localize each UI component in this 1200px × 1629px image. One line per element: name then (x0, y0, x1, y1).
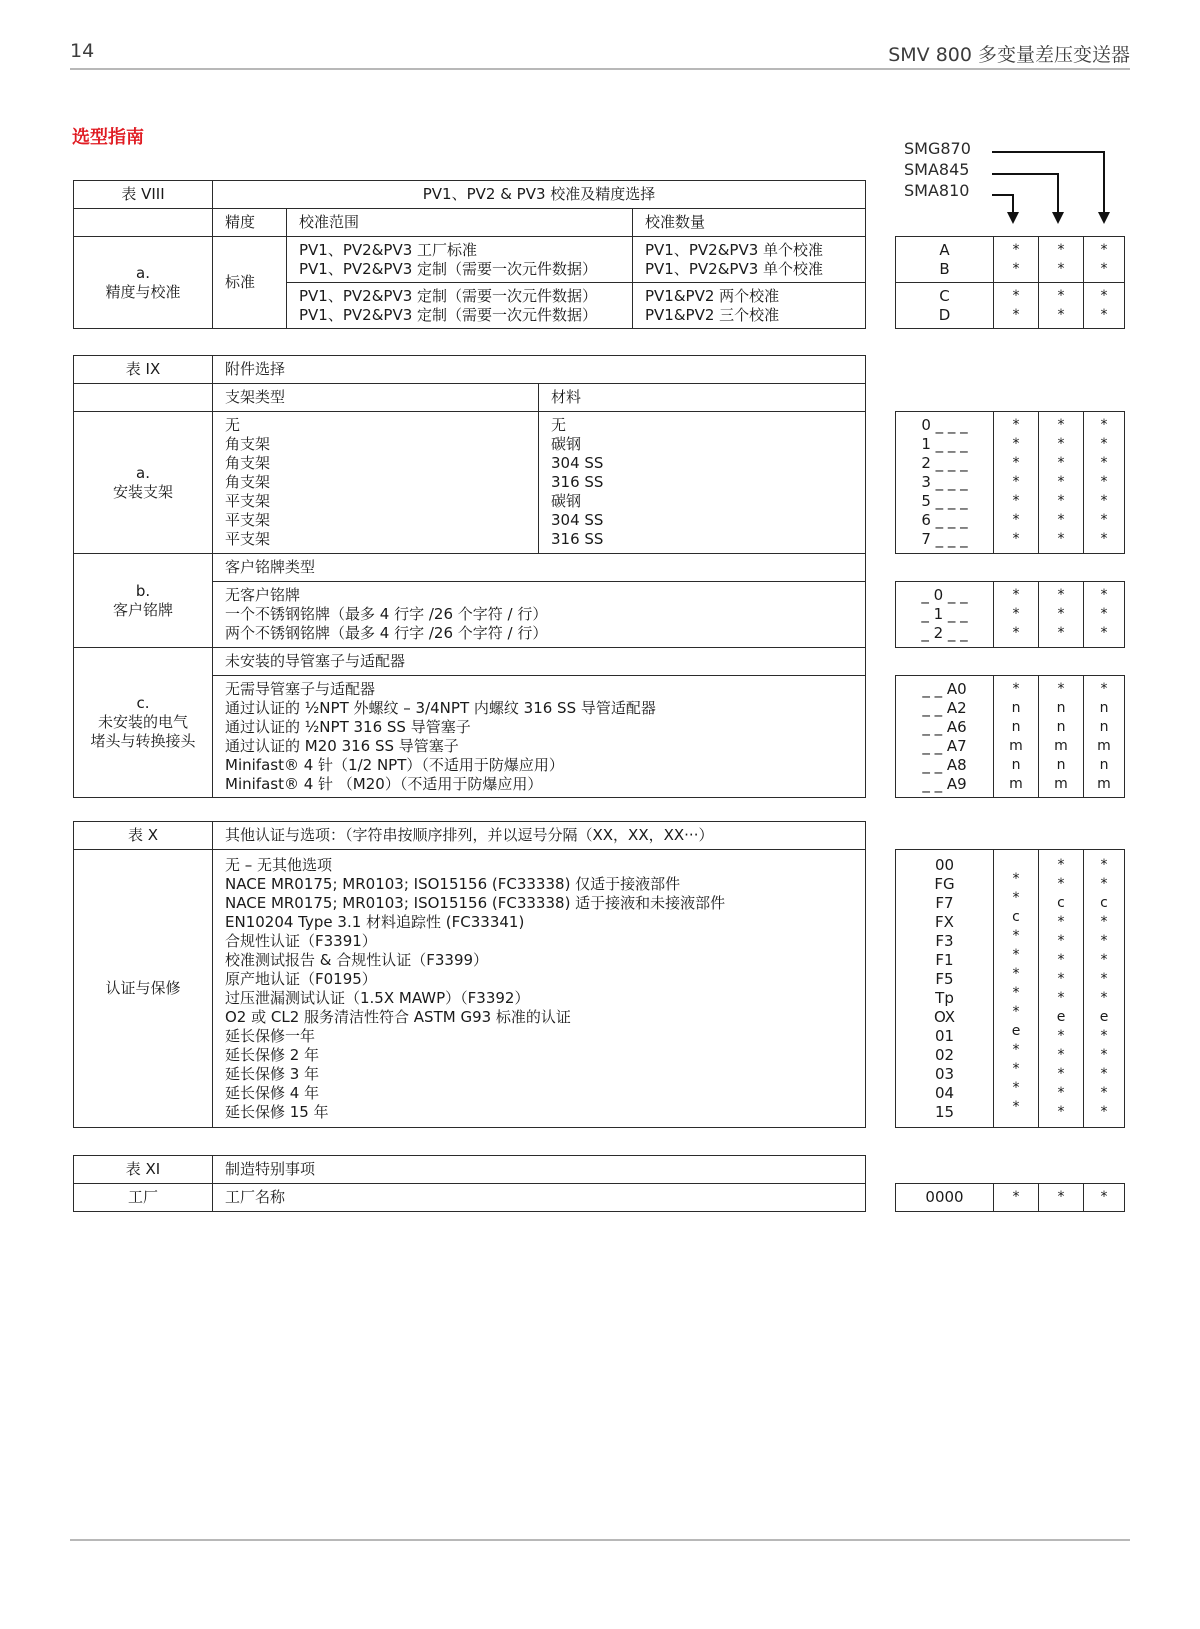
col-header-material: 材料 (539, 384, 866, 412)
code-cell: 0 _ _ _ 1 _ _ _ 2 _ _ _ 3 _ _ _ 5 _ _ _ 6 _ _ _ 7 _ _ _ (896, 412, 994, 554)
table-viii-codes (895, 236, 1125, 329)
range-group-2: PV1、PV2&PV3 定制（需要一次元件数据） PV1、PV2&PV3 定制（需要一次元件数据） (287, 283, 633, 329)
mark-cell: * * * (1039, 582, 1084, 648)
table-ix-codes-c (895, 675, 1125, 798)
model-label-3: SMA810 (904, 181, 970, 200)
factory-name: 工厂名称 (213, 1184, 866, 1212)
mark-cell: * * c * * * * * e * * * * * (1039, 850, 1084, 1128)
model-label-1: SMG870 (904, 139, 971, 158)
model-label-2: SMA845 (904, 160, 970, 179)
arrow-head-3 (1007, 212, 1019, 224)
mark-cell: * * (1084, 283, 1125, 329)
col-header-range: 校准范围 (287, 209, 633, 237)
row-label-conduit: c. 未安装的电气 堵头与转换接头 (74, 648, 213, 798)
row-label-factory: 工厂 (74, 1184, 213, 1212)
mark-cell: * n n m n m (1084, 676, 1125, 798)
table-viii (73, 180, 866, 329)
certification-list: 无 – 无其他选项 NACE MR0175; MR0103; ISO15156 (FC33338) 仅适于接液部件 NACE MR0175; MR0103; ISO15156 (FC33338) 适于接液和未接液部件 EN10204 Type 3.1 材料追踪性 (FC33341) 合规性认证（F3391） 校准测试报告 & 合规性认证（F3399） 原产地认证（F0195） 过压泄漏测试认证（1.5X MAWP）（F3392） O2 或 CL2 服务清洁性符合 ASTM G93 标准的认证 延长保修一年 延长保修 2 年 延长保修 3 年 延长保修 4 年 延长保修 15 年 (213, 850, 866, 1128)
table-xi-codes (895, 1183, 1125, 1212)
table-ix-codes-b (895, 581, 1125, 648)
document-title: SMV 800 多变量差压变送器 (888, 44, 1130, 66)
table-x-label: 表 X (74, 822, 213, 850)
mark-cell: * * (994, 283, 1039, 329)
mark-cell: * * (1039, 283, 1084, 329)
table-ix (73, 355, 866, 798)
row-label-nameplate: b. 客户铭牌 (74, 554, 213, 648)
col-header-qty: 校准数量 (633, 209, 866, 237)
table-xi-label: 表 XI (74, 1156, 213, 1184)
code-cell: _ 0 _ _ _ 1 _ _ _ 2 _ _ (896, 582, 994, 648)
footer-divider (70, 1539, 1130, 1541)
code-cell: A B (896, 237, 994, 283)
mark-cell: * * * * * * * (1039, 412, 1084, 554)
mark-cell: * * c * * * * * e * * * * (994, 850, 1039, 1128)
mark-cell: * (1084, 1184, 1125, 1212)
table-x (73, 821, 866, 1128)
table-ix-title: 附件选择 (213, 356, 866, 384)
section-title: 选型指南 (72, 127, 144, 148)
mark-cell: * (994, 1184, 1039, 1212)
mark-cell: * * (994, 237, 1039, 283)
mark-cell: * (1039, 1184, 1084, 1212)
code-cell: 00 FG F7 FX F3 F1 F5 Tp OX 01 02 03 04 15 (896, 850, 994, 1128)
code-cell: _ _ A0 _ _ A2 _ _ A6 _ _ A7 _ _ A8 _ _ A9 (896, 676, 994, 798)
mark-cell: * * * * * * * (1084, 412, 1125, 554)
nameplate-list: 无客户铭牌 一个不锈钢铭牌（最多 4 行字 /26 个字符 / 行） 两个不锈钢铭牌（最多 4 行字 /26 个字符 / 行） (213, 582, 866, 648)
qty-group-2: PV1&PV2 两个校准 PV1&PV2 三个校准 (633, 283, 866, 329)
table-viii-label: 表 VIII (74, 181, 213, 209)
table-ix-label: 表 IX (74, 356, 213, 384)
arrow-head-2 (1052, 212, 1064, 224)
table-viii-empty-cell (74, 209, 213, 237)
page-number: 14 (70, 40, 95, 62)
code-cell: 0000 (896, 1184, 994, 1212)
table-xi (73, 1155, 866, 1212)
col-header-accuracy: 精度 (213, 209, 287, 237)
mark-cell: * * c * * * * * e * * * * * (1084, 850, 1125, 1128)
material-list: 无 碳钢 304 SS 316 SS 碳钢 304 SS 316 SS (539, 412, 866, 554)
bracket-type-list: 无 角支架 角支架 角支架 平支架 平支架 平支架 (213, 412, 539, 554)
table-ix-empty-cell (74, 384, 213, 412)
table-xi-title: 制造特别事项 (213, 1156, 866, 1184)
range-group-1: PV1、PV2&PV3 工厂标准 PV1、PV2&PV3 定制（需要一次元件数据） (287, 237, 633, 283)
table-ix-codes-a (895, 411, 1125, 554)
mark-cell: * * (1039, 237, 1084, 283)
table-x-title: 其他认证与选项：（字符串按顺序排列，并以逗号分隔（XX，XX，XX···） (213, 822, 866, 850)
row-label-certification: 认证与保修 (74, 850, 213, 1128)
qty-group-1: PV1、PV2&PV3 单个校准 PV1、PV2&PV3 单个校准 (633, 237, 866, 283)
table-x-codes (895, 849, 1125, 1128)
mark-cell: * n n m n m (994, 676, 1039, 798)
conduit-list: 无需导管塞子与适配器 通过认证的 ½NPT 外螺纹 – 3/4NPT 内螺纹 316 SS 导管适配器 通过认证的 ½NPT 316 SS 导管塞子 通过认证的 M20 316 SS 导管塞子 Minifast® 4 针（1/2 NPT）（不适用于防爆应用） Minifast® 4 针 （M20）（不适用于防爆应用） (213, 676, 866, 798)
row-label-accuracy: a. 精度与校准 (74, 237, 213, 329)
mark-cell: * * (1084, 237, 1125, 283)
arrow-line-1 (992, 152, 1104, 214)
col-header-bracket: 支架类型 (213, 384, 539, 412)
code-cell: C D (896, 283, 994, 329)
accuracy-value: 标准 (213, 237, 287, 329)
arrow-head-1 (1098, 212, 1110, 224)
mark-cell: * * * (994, 582, 1039, 648)
mark-cell: * n n m n m (1039, 676, 1084, 798)
conduit-subtitle: 未安装的导管塞子与适配器 (213, 648, 866, 676)
mark-cell: * * * * * * * (994, 412, 1039, 554)
arrow-line-3 (992, 195, 1013, 214)
table-viii-title: PV1、PV2 & PV3 校准及精度选择 (213, 181, 866, 209)
row-label-bracket: a. 安装支架 (74, 412, 213, 554)
mark-cell: * * * (1084, 582, 1125, 648)
nameplate-subtitle: 客户铭牌类型 (213, 554, 866, 582)
